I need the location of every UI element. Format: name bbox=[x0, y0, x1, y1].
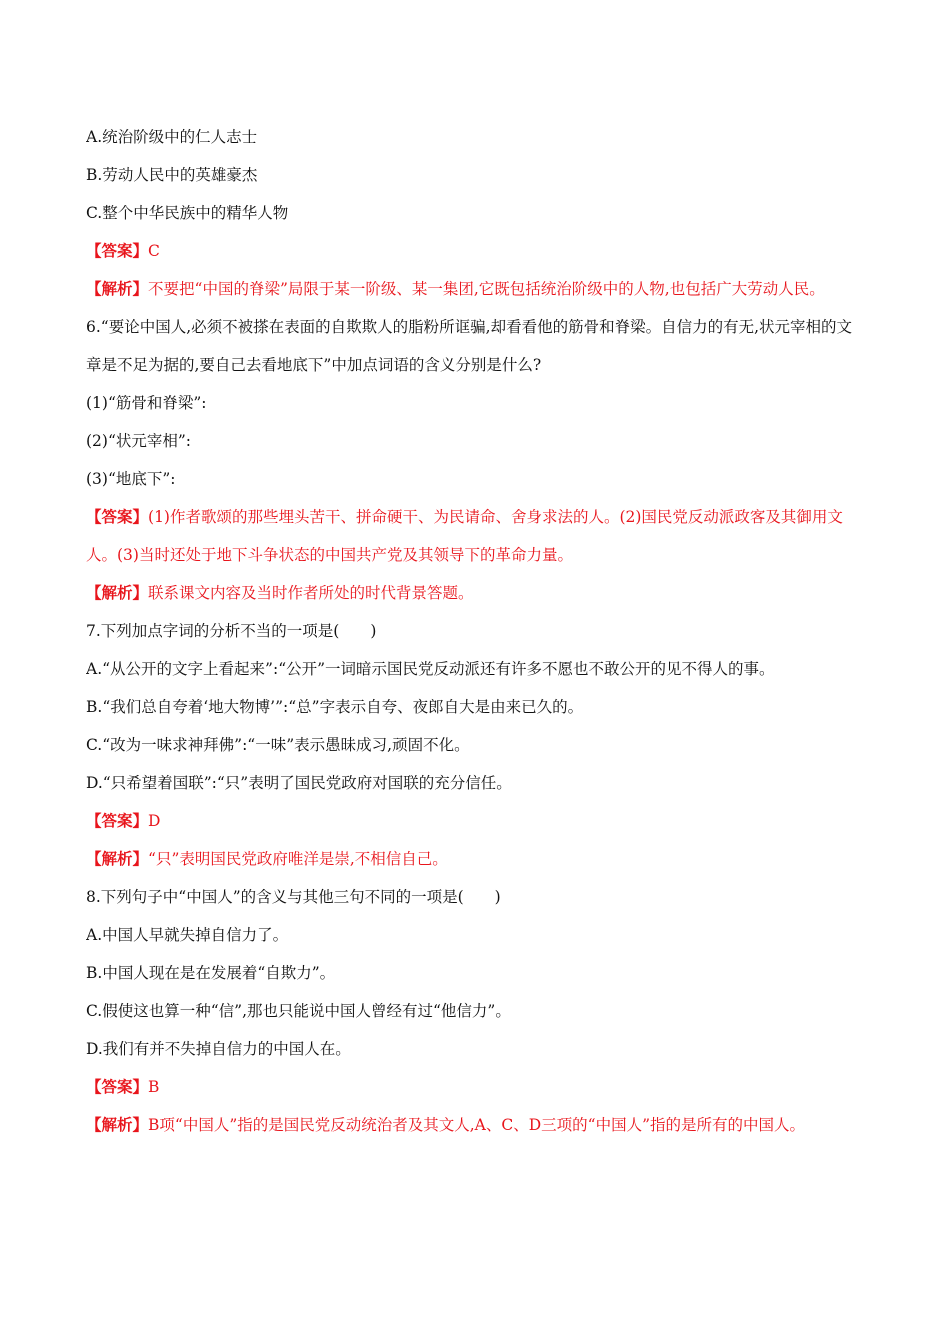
answer-tag: 【答案】 bbox=[86, 811, 149, 830]
q7-option-d: D.“只希望着国联”:“只”表明了国民党政府对国联的充分信任。 bbox=[86, 774, 512, 792]
q5-answer bbox=[86, 232, 862, 270]
analysis-tag: 【解析】 bbox=[86, 1115, 149, 1134]
q6-analysis bbox=[86, 574, 862, 612]
analysis-text: “只”表明国民党政府唯洋是崇,不相信自己。 bbox=[148, 850, 448, 868]
q7-option-b: B.“我们总自夸着‘地大物博’”:“总”字表示自夸、夜郎自大是由来已久的。 bbox=[86, 698, 584, 716]
answer-text: B bbox=[148, 1078, 160, 1096]
q6-answer bbox=[86, 498, 862, 574]
q6-part-3: (3)“地底下”: bbox=[86, 470, 176, 488]
q8-option-c: C.假使这也算一种“信”,那也只能说中国人曾经有过“他信力”。 bbox=[86, 1002, 511, 1020]
q8-stem: 8.下列句子中“中国人”的含义与其他三句不同的一项是( ) bbox=[86, 888, 501, 906]
q5-option-a: A.统治阶级中的仁人志士 bbox=[86, 128, 258, 146]
answer-tag: 【答案】 bbox=[86, 1077, 149, 1096]
answer-tag: 【答案】 bbox=[86, 507, 149, 526]
q8-answer bbox=[86, 1068, 862, 1106]
analysis-tag: 【解析】 bbox=[86, 279, 149, 298]
q8-option-d: D.我们有并不失掉自信力的中国人在。 bbox=[86, 1040, 351, 1058]
q6-part-2: (2)“状元宰相”: bbox=[86, 432, 192, 450]
answer-text: D bbox=[148, 812, 161, 830]
analysis-text: 不要把“中国的脊梁”局限于某一阶级、某一集团,它既包括统治阶级中的人物,也包括广大劳动人民。 bbox=[148, 280, 825, 298]
document-page bbox=[86, 118, 862, 1144]
q5-option-c: C.整个中华民族中的精华人物 bbox=[86, 204, 289, 222]
q7-stem: 7.下列加点字词的分析不当的一项是( ) bbox=[86, 622, 377, 640]
q7-option-c: C.“改为一味求神拜佛”:“一味”表示愚昧成习,顽固不化。 bbox=[86, 736, 470, 754]
q7-analysis bbox=[86, 840, 862, 878]
answer-text: (1)作者歌颂的那些埋头苦干、拼命硬干、为民请命、舍身求法的人。(2)国民党反动派政客及其御用文人。(3)当时还处于地下斗争状态的中国共产党及其领导下的革命力量。 bbox=[86, 508, 843, 564]
analysis-tag: 【解析】 bbox=[86, 849, 149, 868]
analysis-tag: 【解析】 bbox=[86, 583, 149, 602]
answer-text: C bbox=[148, 242, 160, 260]
answer-tag: 【答案】 bbox=[86, 241, 149, 260]
q7-answer bbox=[86, 802, 862, 840]
q8-option-b: B.中国人现在是在发展着“自欺力”。 bbox=[86, 964, 336, 982]
q5-option-b: B.劳动人民中的英雄豪杰 bbox=[86, 166, 258, 184]
analysis-text: B项“中国人”指的是国民党反动统治者及其文人,A、C、D三项的“中国人”指的是所有的中国人。 bbox=[148, 1116, 806, 1134]
q7-option-a: A.“从公开的文字上看起来”:“公开”一词暗示国民党反动派还有许多不愿也不敢公开的见不得人的事。 bbox=[86, 660, 775, 678]
q5-analysis bbox=[86, 270, 862, 308]
q8-option-a: A.中国人早就失掉自信力了。 bbox=[86, 926, 289, 944]
q6-part-1: (1)“筋骨和脊梁”: bbox=[86, 394, 207, 412]
q8-analysis bbox=[86, 1106, 862, 1144]
analysis-text: 联系课文内容及当时作者所处的时代背景答题。 bbox=[148, 584, 474, 602]
q6-stem: 6.“要论中国人,必须不被搽在表面的自欺欺人的脂粉所诓骗,却看看他的筋骨和脊梁。自信力的有无,状元宰相的文章是不足为据的,要自己去看地底下”中加点词语的含义分别是什么? bbox=[86, 318, 852, 374]
